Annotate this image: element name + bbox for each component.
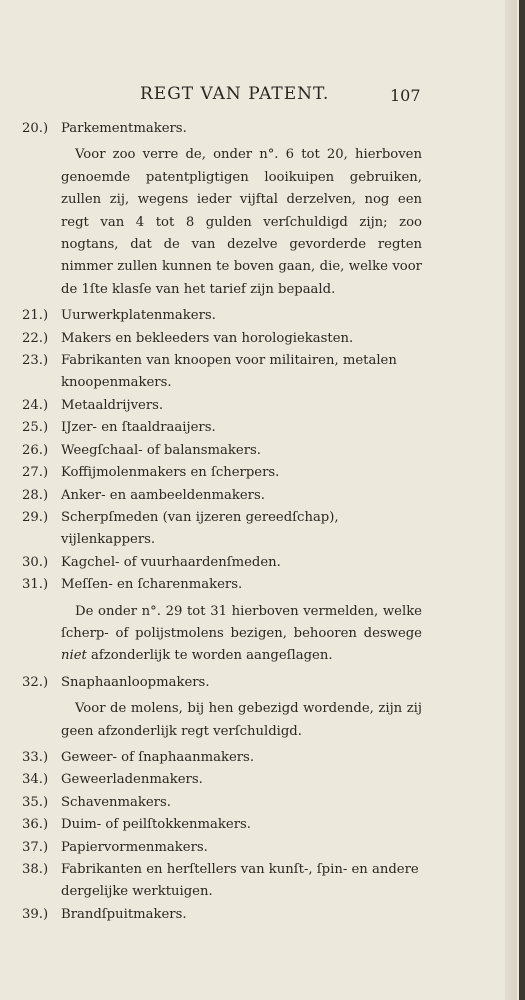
list-item (22, 747, 422, 769)
item-number: 28.) (22, 487, 49, 503)
list-item (22, 350, 422, 395)
item-number: 39.) (22, 906, 49, 922)
item-title: Duim- of peilſtokkenmakers. (61, 817, 251, 833)
item-title: Fabrikanten en herſtellers van kunſt-, ſpin- en andere dergelijke werktuigen. (61, 862, 419, 900)
item-title: Uurwerkplatenmakers. (61, 308, 216, 324)
header-title: REGT VAN PATENT. (140, 84, 330, 104)
note-text: De onder n°. 29 tot 31 hierboven vermelden, welke ſcherp- of polijstmolens bezigen, behooren deswege (61, 603, 422, 641)
item-title: Schavenmakers. (61, 794, 171, 810)
running-header (30, 84, 470, 108)
item-title: Kagchel- of vuurhaardenſmeden. (61, 554, 281, 570)
emphasis-text: niet (61, 648, 87, 664)
list-item (22, 462, 422, 484)
item-title: Meſſen- en ſcharenmakers. (61, 577, 243, 593)
item-number: 21.) (22, 308, 49, 324)
item-title: Weegſchaal- of balansmakers. (61, 442, 261, 458)
item-number: 32.) (22, 674, 49, 690)
list-item (22, 904, 422, 926)
item-number: 37.) (22, 839, 49, 855)
item-number: 33.) (22, 749, 49, 765)
item-number: 22.) (22, 330, 49, 346)
list-item (22, 395, 422, 417)
item-title: Scherpſmeden (van ijzeren gereedſchap), vijlenkappers. (61, 509, 339, 548)
page-content (22, 118, 422, 926)
item-number: 30.) (22, 554, 49, 570)
item-title: Makers en bekleeders van horologiekasten. (61, 330, 354, 346)
item-title: Geweer- of ſnaphaanmakers. (61, 749, 255, 765)
list-item (22, 417, 422, 439)
list-item (22, 305, 422, 327)
list-item (22, 485, 422, 507)
item-number: 26.) (22, 442, 49, 458)
item-number: 20.) (22, 121, 49, 136)
item-title: Brandſpuitmakers. (61, 906, 187, 922)
note-paragraph (61, 601, 422, 668)
item-title: IJzer- en ſtaaldraaijers. (61, 420, 216, 436)
list-item (22, 672, 422, 694)
list-item (22, 507, 422, 552)
item-number: 24.) (22, 397, 49, 413)
list-item (22, 440, 422, 462)
list-item (22, 328, 422, 350)
item-number: 34.) (22, 772, 49, 788)
item-title: Anker- en aambeeldenmakers. (61, 487, 265, 503)
list-item (22, 837, 422, 859)
item-number: 25.) (22, 420, 49, 436)
list-item (22, 769, 422, 791)
item-number: 23.) (22, 353, 49, 369)
item-title: Parkementmakers. (61, 121, 187, 136)
item-title: Snaphaanloopmakers. (61, 674, 210, 690)
item-title: Metaaldrijvers. (61, 397, 164, 413)
note-paragraph: Voor zoo verre de, onder n°. 6 tot 20, hierboven genoemde patentpligtigen looikuipen gebruiken, zullen zij, wegens ieder vijftal derzelven, nog een regt van 4 tot 8 gulden verſchuldigd zijn; zoo nogtans, dat de van dezelve gevorderde regten nimmer zullen kunnen te boven gaan, die, welke voor de 1ſte klasſe van het tarief zijn bepaald. (61, 147, 422, 297)
list-item (22, 574, 422, 596)
item-title: Geweerladenmakers. (61, 772, 203, 788)
item-number: 38.) (22, 862, 49, 877)
item-number: 31.) (22, 577, 49, 593)
item-title: Koffijmolenmakers en ſcherpers. (61, 465, 280, 481)
list-item (22, 859, 422, 904)
page-edge (505, 0, 517, 1000)
item-number: 35.) (22, 794, 49, 810)
item-title: Fabrikanten van knoopen voor militairen, metalen knoopenmakers. (61, 353, 397, 391)
list-item (22, 814, 422, 836)
note-paragraph: Voor de molens, bij hen gebezigd wordende, zijn zij geen afzonderlijk regt verſchuldigd. (61, 701, 422, 739)
list-item (22, 118, 422, 140)
item-number: 27.) (22, 465, 49, 481)
page-number: 107 (390, 86, 421, 105)
item-number: 29.) (22, 509, 49, 525)
note-text: afzonderlijk te worden aangeſlagen. (91, 648, 333, 664)
item-title: Papiervormenmakers. (61, 839, 208, 855)
list-item (22, 552, 422, 574)
item-number: 36.) (22, 817, 49, 833)
list-item (22, 792, 422, 814)
